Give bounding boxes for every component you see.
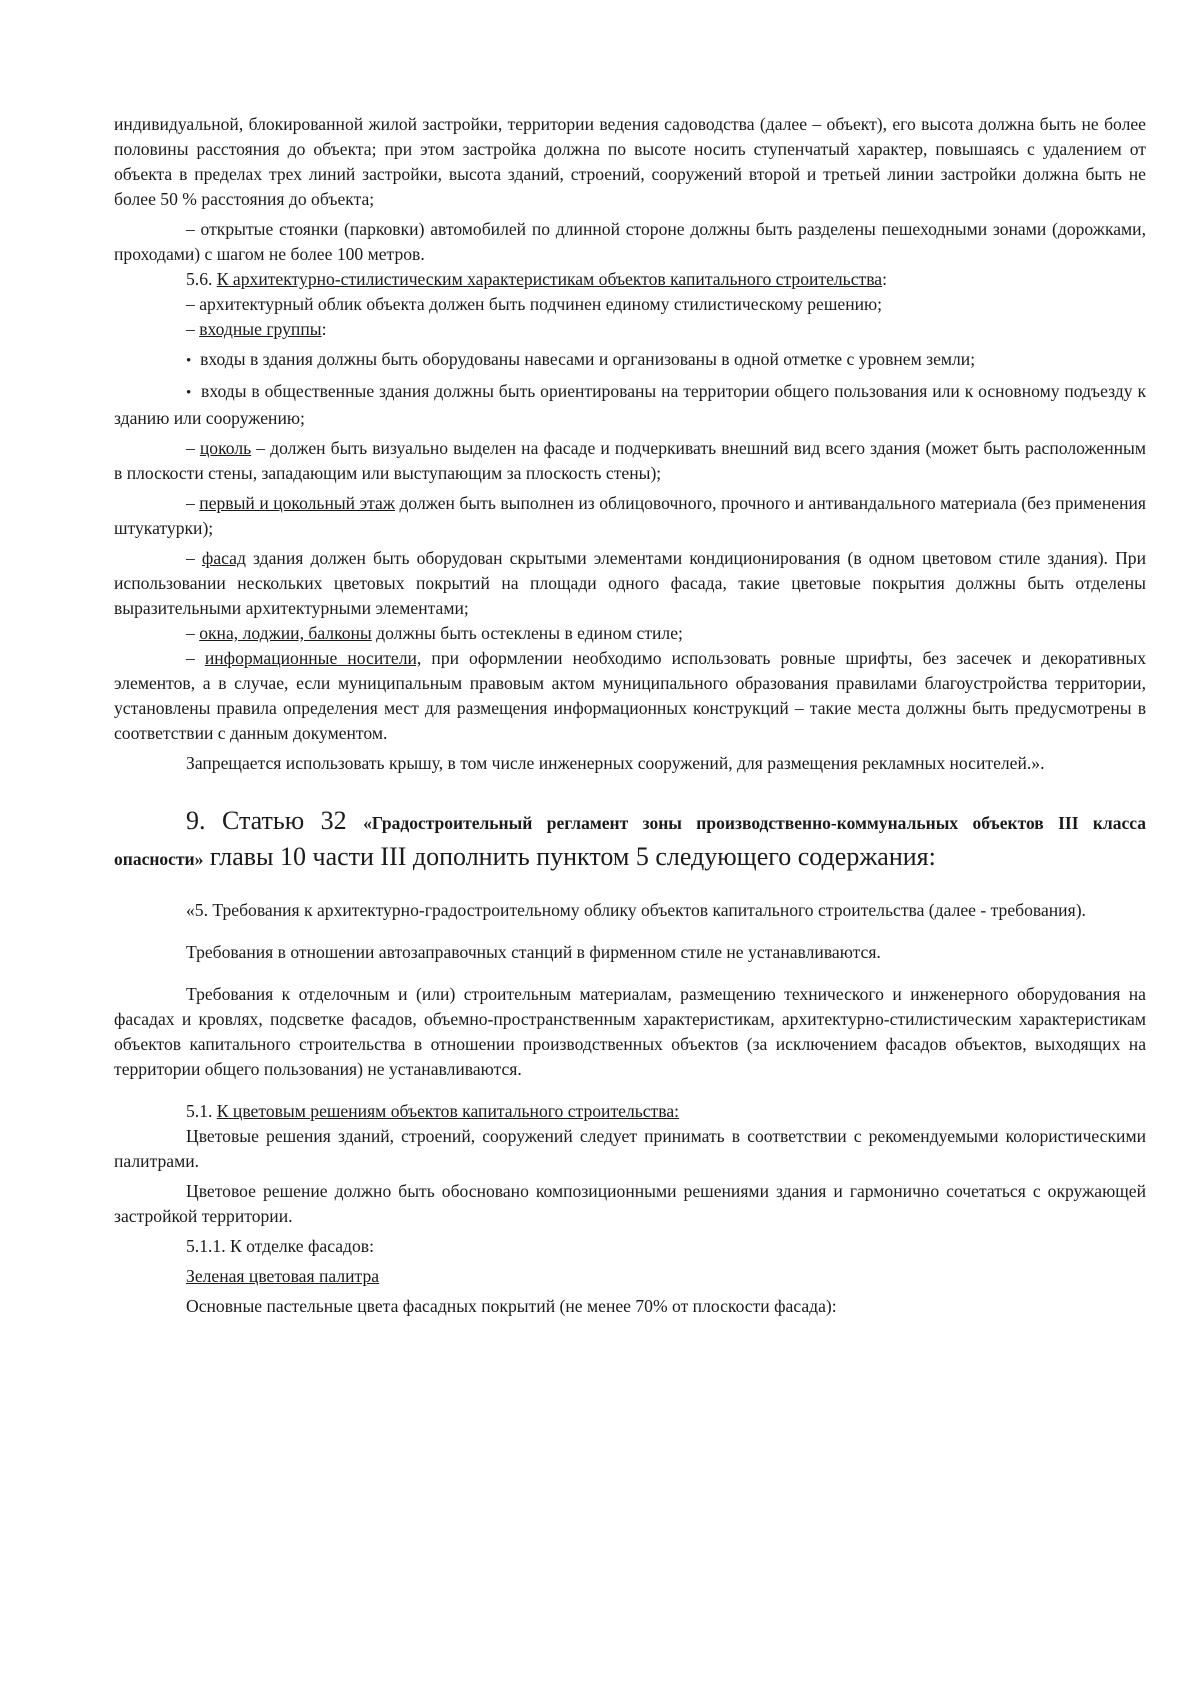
section-5-1-1-heading: 5.1.1. К отделке фасадов: bbox=[186, 1236, 374, 1256]
list-dash: – bbox=[186, 648, 205, 668]
heading-text: главы 10 части III дополнить пунктом 5 следующего содержания: bbox=[203, 842, 936, 871]
paragraph-color-composition: Цветовое решение должно быть обосновано композиционными решениями здания и гармонично сочетаться с окружающей застройкой территории. bbox=[114, 1181, 1146, 1226]
paragraph-entrance-groups bbox=[114, 317, 1146, 342]
list-dash: – bbox=[186, 623, 200, 643]
entrance-groups-title: входные группы bbox=[199, 319, 322, 339]
bullet-item-canopies bbox=[114, 347, 1146, 374]
punctuation: : bbox=[882, 269, 887, 289]
list-dash: – bbox=[186, 493, 200, 513]
bullet-item-public-entrances bbox=[114, 379, 1146, 431]
paragraph-text: – должен быть визуально выделен на фасаде и подчеркивать внешний вид всего здания (может быть расположенным в плоскости стены, западающим или выступающим за плоскость стены); bbox=[114, 438, 1146, 483]
paragraph-windows bbox=[114, 621, 1146, 646]
bullet-icon: • bbox=[186, 353, 192, 369]
paragraph-gas-stations: Требования в отношении автозаправочных станций в фирменном стиле не устанавливаются. bbox=[186, 942, 881, 962]
paragraph-text: должны быть остеклены в едином стиле; bbox=[371, 623, 683, 643]
section-title: К цветовым решениям объектов капитального строительства: bbox=[216, 1101, 680, 1121]
paragraph-info-carriers bbox=[114, 646, 1146, 746]
heading-text: 9. Статью 32 bbox=[186, 806, 364, 835]
list-dash: – bbox=[186, 548, 202, 568]
paragraph-first-floor bbox=[114, 491, 1146, 541]
paragraph-facade bbox=[114, 546, 1146, 621]
paragraph-building-height: индивидуальной, блокированной жилой застройки, территории ведения садоводства (далее – объект), его высота должна быть не более половины расстояния до объекта; при этом застройка должна по высоте носить ступенчатый характер, повышаясь с удалением от объекта в пределах трех линий застройки, высота зданий, строений, сооружений второй и третьей линии застройки должна быть не более 50 % расстояния до объекта; bbox=[114, 114, 1146, 209]
section-number: 5.6. bbox=[186, 269, 217, 289]
green-palette-title: Зеленая цветовая палитра bbox=[186, 1266, 380, 1286]
facade-title: фасад bbox=[201, 548, 246, 568]
section-title: К архитектурно-стилистическим характеристикам объектов капитального строительства bbox=[216, 269, 883, 289]
paragraph-parking: – открытые стоянки (парковки) автомобилей по длинной стороне должны быть разделены пешеходными зонами (дорожками, проходами) с шагом не более 100 метров. bbox=[114, 219, 1146, 264]
windows-title: окна, лоджии, балконы bbox=[199, 623, 372, 643]
paragraph-production-objects: Требования к отделочным и (или) строительным материалам, размещению технического и инженерного оборудования на фасадах и кровлях, подсветке фасадов, объемно-пространственным характеристикам, архитектурно-стилистическим характеристикам объектов капитального строительства в отношении производственных объектов (за исключением фасадов объектов, выходящих на территории общего пользования) не устанавливаются. bbox=[114, 984, 1146, 1079]
bullet-icon: • bbox=[186, 385, 192, 401]
paragraph-pastel-colors: Основные пастельные цвета фасадных покрытий (не менее 70% от плоскости фасада): bbox=[186, 1296, 837, 1316]
paragraph-text: при оформлении необходимо использовать ровные шрифты, без засечек и декоративных элементов, а в случае, если муниципальным правовым актом муниципального образования правилами благоустройства территории, установлены правила определения мест для размещения информационных конструкций – такие места должны быть предусмотрены в соответствии с данным документом. bbox=[114, 648, 1146, 743]
bullet-text: входы в здания должны быть оборудованы навесами и организованы в одной отметке с уровнем земли; bbox=[200, 349, 976, 369]
section-5-6-heading bbox=[114, 267, 1146, 292]
paragraph-text: здания должен быть оборудован скрытыми элементами кондиционирования (в одном цветовом стиле здания). При использовании нескольких цветовых покрытий на площади одного фасада, такие цветовые покрытия должны быть отделены выразительными архитектурными элементами; bbox=[114, 548, 1146, 618]
paragraph-requirements-5: «5. Требования к архитектурно-градостроительному облику объектов капитального строительства (далее - требования). bbox=[186, 900, 1086, 920]
article-title: «Градостроительный регламент зоны производственно-коммунальных объектов III класса опасности» bbox=[114, 813, 1146, 869]
info-carriers-title: информационные носители, bbox=[204, 648, 422, 668]
paragraph-color-solutions: Цветовые решения зданий, строений, сооружений следует принимать в соответствии с рекомендуемыми колористическими палитрами. bbox=[114, 1126, 1146, 1171]
plinth-title: цоколь bbox=[199, 438, 252, 458]
list-dash: – bbox=[186, 438, 200, 458]
section-number: 5.1. bbox=[186, 1101, 217, 1121]
document-page bbox=[114, 112, 1146, 1319]
paragraph-plinth bbox=[114, 436, 1146, 486]
section-5-1-heading bbox=[114, 1099, 1146, 1124]
bullet-text: входы в общественные здания должны быть ориентированы на территории общего пользования или к основному подъезду к зданию или сооружению; bbox=[114, 381, 1146, 428]
paragraph-roof-ban: Запрещается использовать крышу, в том числе инженерных сооружений, для размещения рекламных носителей.». bbox=[186, 753, 1045, 773]
paragraph-architectural-look: – архитектурный облик объекта должен быть подчинен единому стилистическому решению; bbox=[186, 294, 883, 314]
paragraph-text: должен быть выполнен из облицовочного, прочного и антивандального материала (без применения штукатурки); bbox=[114, 493, 1146, 538]
punctuation: : bbox=[321, 319, 327, 339]
first-floor-title: первый и цокольный этаж bbox=[199, 493, 395, 513]
list-dash: – bbox=[186, 319, 200, 339]
article-9-heading bbox=[114, 804, 1146, 876]
